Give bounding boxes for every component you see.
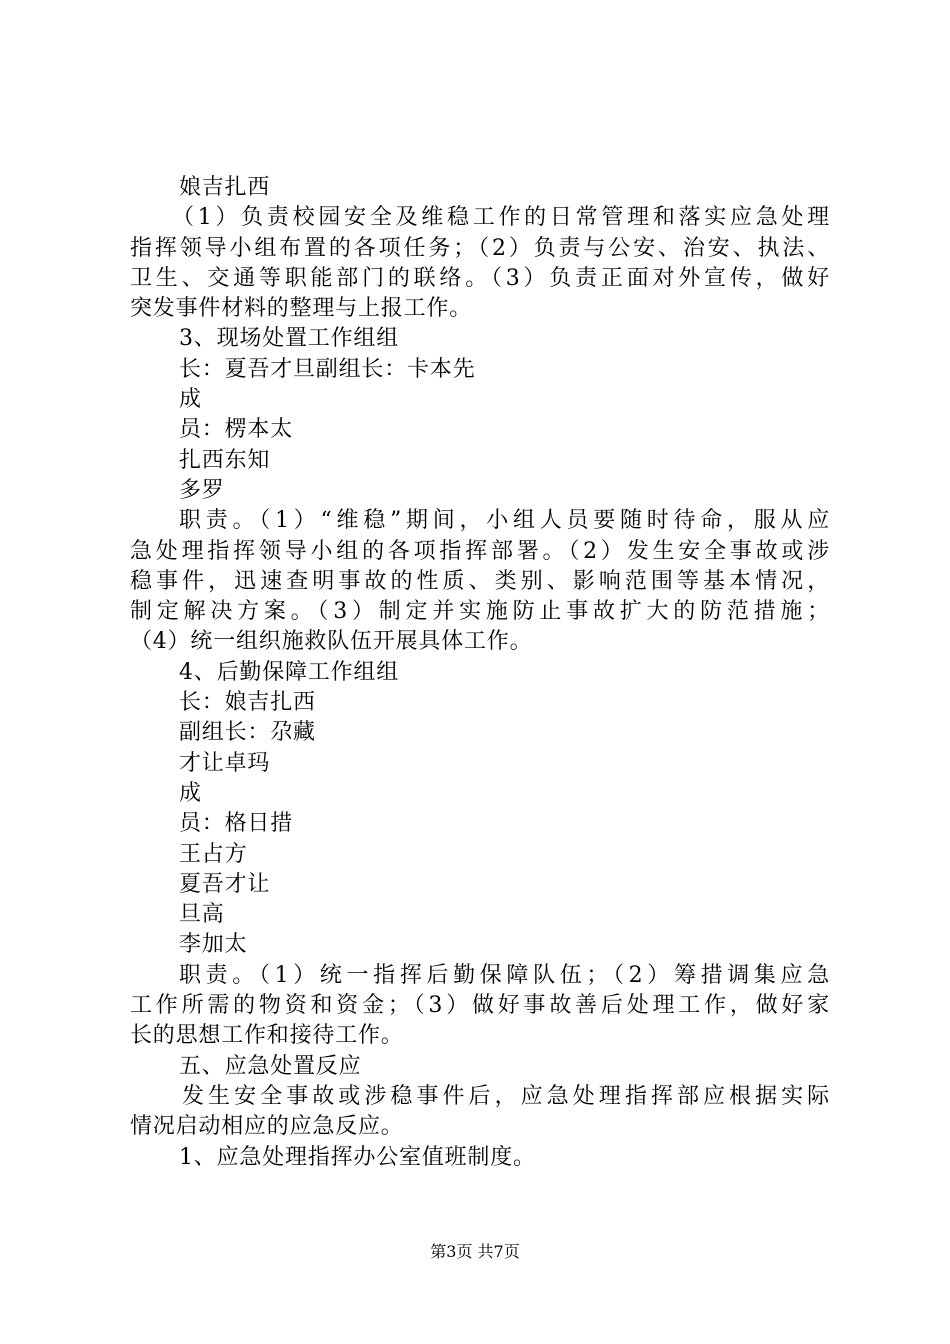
- text-line: 突发事件材料的整理与上报工作。: [130, 296, 473, 322]
- text-line: 制定解决方案。（3）制定并实施防止事故扩大的防范措施；: [130, 599, 830, 625]
- text-line: 成: [179, 780, 202, 806]
- text-line: 五、应急处置反应: [179, 1053, 362, 1079]
- document-body: [130, 173, 830, 1173]
- text-line: 娘吉扎西: [179, 175, 271, 200]
- text-line: 4、后勤保障工作组组: [179, 659, 399, 685]
- text-line: 指挥领导小组布置的各项任务；（2）负责与公安、治安、执法、: [130, 235, 830, 261]
- text-line: 卫生、交通等职能部门的联络。（3）负责正面对外宣传，做好: [130, 265, 830, 291]
- text-line: 成: [179, 387, 202, 413]
- text-line: 情况启动相应的应急反应。: [130, 1114, 404, 1140]
- text-line: 职责。（1）统一指挥后勤保障队伍；（2）筹措调集应急: [179, 962, 830, 988]
- text-line: 急处理指挥领导小组的各项指挥部署。（2）发生安全事故或涉: [130, 538, 830, 564]
- text-line: 扎西东知: [179, 447, 271, 473]
- text-line: 旦高: [179, 902, 225, 928]
- text-line: 夏吾才让: [179, 871, 271, 897]
- text-line: 稳事件，迅速查明事故的性质、类别、影响范围等基本情况，: [130, 568, 830, 594]
- text-line: 职责。（1）“维稳”期间，小组人员要随时待命，服从应: [179, 508, 830, 534]
- text-line: 长：夏吾才旦副组长：卡本先: [179, 356, 476, 382]
- text-line: 发生安全事故或涉稳事件后，应急处理指挥部应根据实际: [182, 1083, 830, 1109]
- text-line: 工作所需的物资和资金；（3）做好事故善后处理工作，做好家: [130, 993, 830, 1019]
- text-line: 1、应急处理指挥办公室值班制度。: [179, 1144, 536, 1170]
- text-line: 长：娘吉扎西: [179, 690, 316, 716]
- text-line: （4）统一组织施救队伍开展具体工作。: [130, 629, 533, 655]
- text-line: （1）负责校园安全及维稳工作的日常管理和落实应急处理: [172, 205, 830, 231]
- text-line: 员：格日措: [179, 811, 294, 837]
- text-line: 3、现场处置工作组组: [179, 326, 399, 352]
- text-line: 王占方: [179, 841, 248, 867]
- text-line: 李加太: [179, 932, 248, 958]
- text-line: 副组长：尕藏: [179, 720, 316, 746]
- text-line: 长的思想工作和接待工作。: [130, 1023, 404, 1049]
- text-line: 才让卓玛: [179, 750, 271, 776]
- text-line: 多罗: [179, 477, 225, 503]
- page-footer: 第3页 共7页: [430, 1242, 520, 1261]
- text-line: 员：楞本太: [179, 417, 294, 443]
